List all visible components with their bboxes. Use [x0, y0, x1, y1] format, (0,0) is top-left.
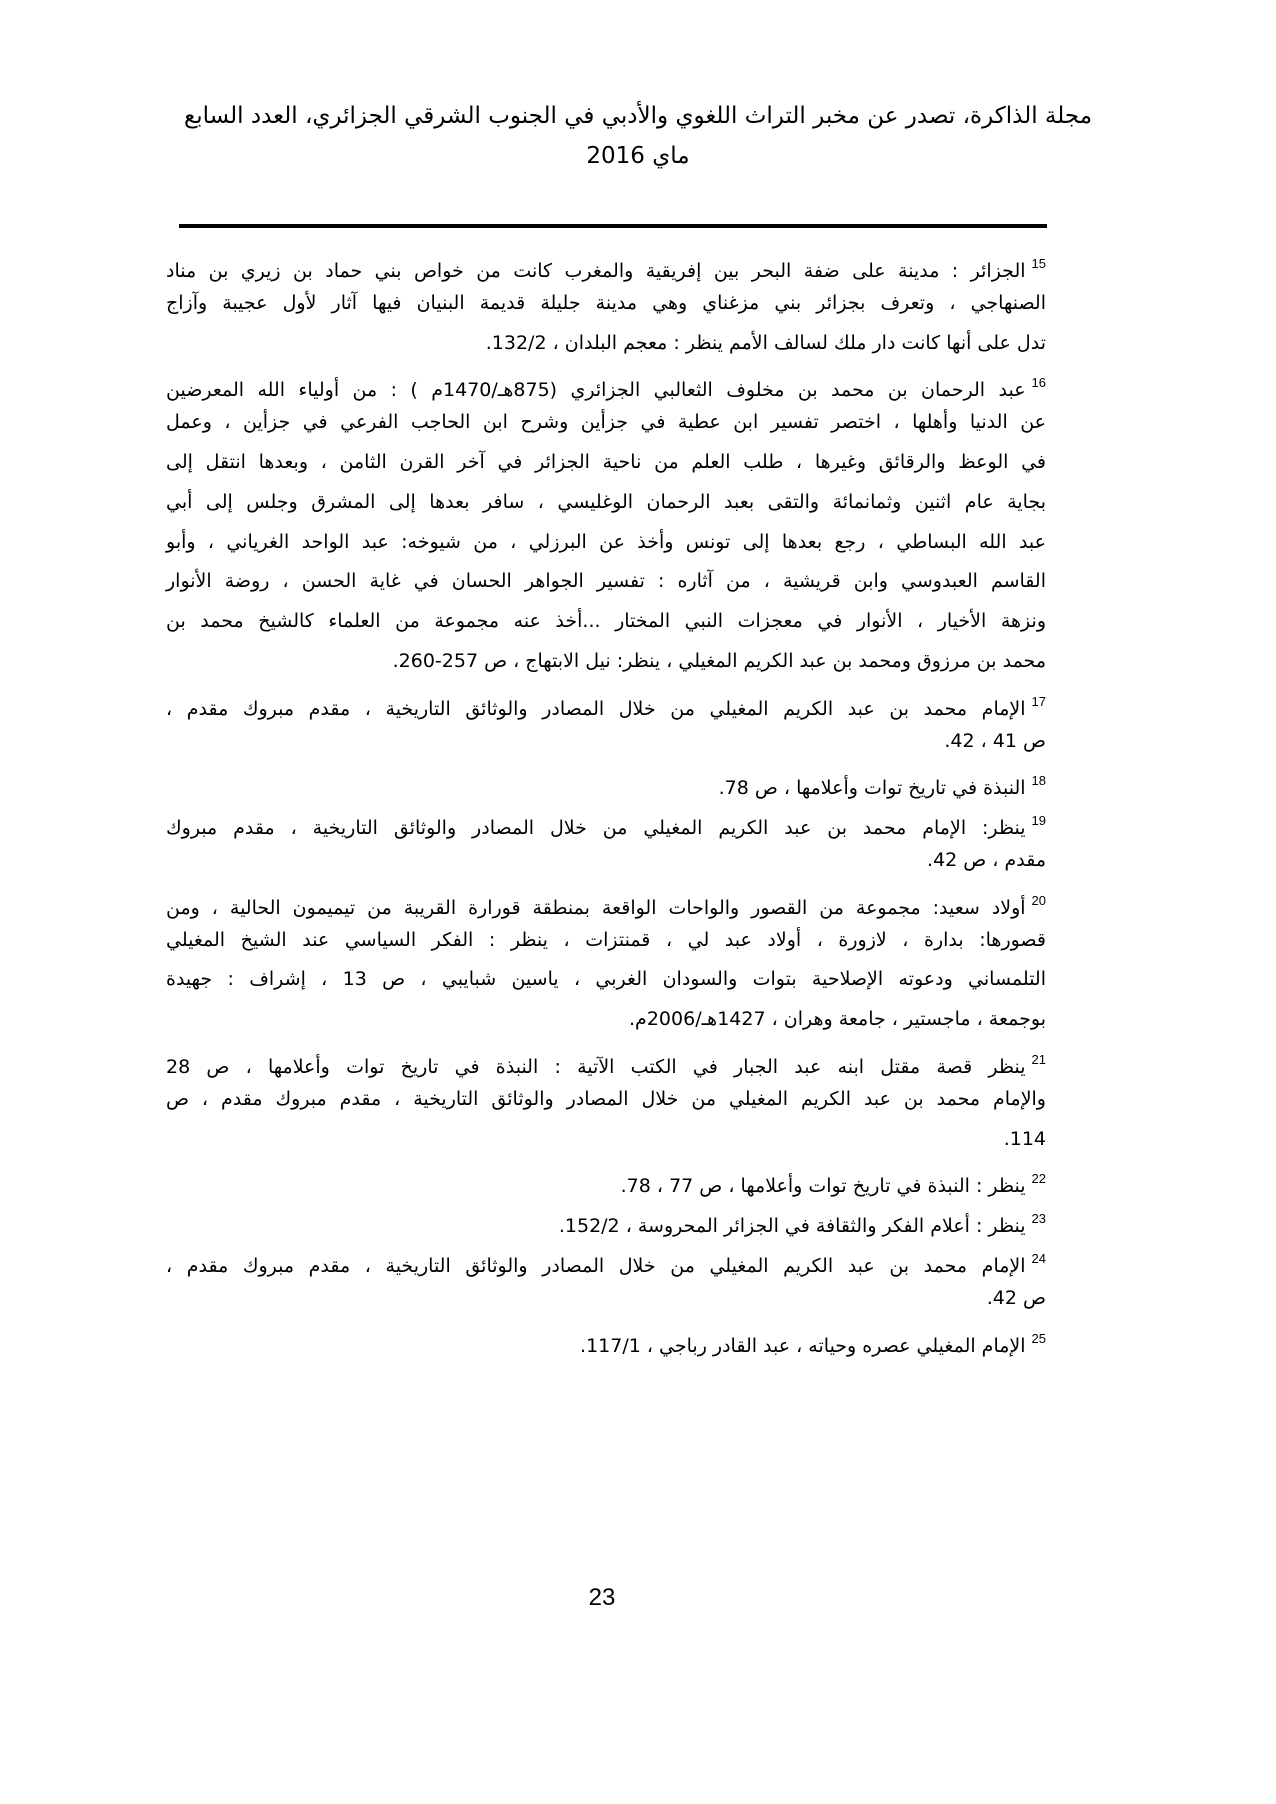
footnote-first-line: [166, 801, 1046, 841]
footnote-first-line: [166, 761, 1046, 801]
footnote-text: ص 41 ، 42.: [944, 729, 1046, 752]
footnote-line: [166, 960, 1046, 1000]
footnote-number: 19: [1031, 813, 1046, 829]
journal-header: [150, 96, 1126, 176]
footnote-text: الصنهاجي ، وتعرف بجزائر بني مزغناي وهي مدينة جليلة قديمة البنيان فيها آثار لأول عجيبة وآزاج: [166, 291, 1046, 314]
footnote-line: [166, 562, 1046, 602]
issue-date: ماي 2016: [586, 143, 690, 169]
footnote-text: أولاد سعيد: مجموعة من القصور والواحات الواقعة بمنطقة قورارة القريبة من تيميمون الحالية ، ومن: [166, 896, 1026, 919]
footnote-line: [166, 602, 1046, 642]
footnote-line: [166, 921, 1046, 961]
footnote-text: ينظر قصة مقتل ابنه عبد الجبار في الكتب الآتية : النبذة في تاريخ توات وأعلامها ، ص 28: [166, 1055, 1026, 1078]
footnote-first-line: [166, 1040, 1046, 1080]
footnote-text: عبد الله البساطي ، رجع بعدها إلى تونس وأخذ عن البرزلي ، من شيوخه: عبد الواحد الغرياني ، وأبو: [166, 530, 1046, 553]
header-divider: [179, 224, 1047, 228]
footnote-text: محمد بن مرزوق ومحمد بن عبد الكريم المغيلي ، ينظر: نيل الابتهاج ، ص 257-260.: [392, 649, 1046, 672]
footnote-first-line: [166, 1239, 1046, 1279]
footnote-text: ص 42.: [986, 1286, 1046, 1309]
footnote-number: 16: [1031, 375, 1047, 391]
footnote-number: 21: [1031, 1051, 1046, 1067]
footnote-text: 114.: [1003, 1127, 1046, 1150]
footnote-text: ينظر : أعلام الفكر والثقافة في الجزائر المحروسة ، 152/2.: [558, 1215, 1026, 1238]
footnote-first-line: [166, 244, 1046, 284]
footnote-line: [166, 1279, 1046, 1319]
footnote-number: 25: [1031, 1330, 1046, 1346]
footnote-line: [166, 483, 1046, 523]
footnote-first-line: [166, 881, 1046, 921]
footnote-text: ونزهة الأخيار ، الأنوار في معجزات النبي المختار ...أخذ عنه مجموعة من العلماء كالشيخ محمد بن: [166, 610, 1046, 633]
footnotes: [166, 244, 1046, 1358]
footnote-first-line: [166, 682, 1046, 722]
footnote-text: بوجمعة ، ماجستير ، جامعة وهران ، 1427هـ/2006م.: [629, 1008, 1046, 1031]
footnote-line: [166, 642, 1046, 682]
footnote-text: قصورها: بدارة ، لازورة ، أولاد عبد لي ، قمنتزات ، ينظر : الفكر السياسي عند الشيخ المغيلي: [166, 928, 1046, 951]
page-number: 23: [588, 1584, 616, 1611]
footnote-text: الإمام محمد بن عبد الكريم المغيلي من خلال المصادر والوثائق التاريخية ، مقدم مبروك مقدم ،: [166, 1254, 1026, 1277]
footnote-text: التلمساني ودعوته الإصلاحية بتوات والسودان الغربي ، ياسين شبايبي ، ص 13 ، إشراف : جهيدة: [166, 968, 1046, 991]
footnote-line: [166, 443, 1046, 483]
footnote-text: عن الدنيا وأهلها ، اختصر تفسير ابن عطية في جزأين وشرح ابن الحاجب الفرعي في جزأين ، وعمل: [166, 411, 1046, 434]
footnote-number: 22: [1031, 1171, 1046, 1187]
footnote-line: [166, 1000, 1046, 1040]
footnote-first-line: [166, 363, 1046, 403]
footnote-text: عبد الرحمان بن محمد بن مخلوف الثعالبي الجزائري (875هـ/1470م ) : من أولياء الله المعرضين: [166, 379, 1026, 402]
footnote-text: تدل على أنها كانت دار ملك لسالف الأمم ينظر : معجم البلدان ، 132/2.: [485, 331, 1046, 354]
footnote-text: في الوعظ والرقائق وغيرها ، طلب العلم من ناحية الجزائر في آخر القرن الثامن ، وبعدها انتقل إلى: [166, 450, 1046, 473]
footnote-text: مقدم ، ص 42.: [927, 848, 1046, 871]
footnote-text: الإمام محمد بن عبد الكريم المغيلي من خلال المصادر والوثائق التاريخية ، مقدم مبروك مقدم ،: [166, 697, 1026, 720]
journal-title: مجلة الذاكرة، تصدر عن مخبر التراث اللغوي والأدبي في الجنوب الشرقي الجزائري، العدد السابع: [183, 103, 1093, 129]
footnote-text: ينظر: الإمام محمد بن عبد الكريم المغيلي من خلال المصادر والوثائق التاريخية ، مقدم مبروك: [166, 817, 1026, 840]
footnote-number: 20: [1031, 892, 1046, 908]
footnote-text: والإمام محمد بن عبد الكريم المغيلي من خلال المصادر والوثائق التاريخية ، مقدم مبروك مقدم ، ص: [166, 1087, 1046, 1110]
footnote-text: النبذة في تاريخ توات وأعلامها ، ص 78.: [718, 777, 1026, 800]
footnote-text: بجاية عام اثنين وثمانمائة والتقى بعبد الرحمان الوغليسي ، سافر بعدها إلى المشرق وجلس إلى أبي: [166, 490, 1046, 513]
footnote-text: الإمام المغيلي عصره وحياته ، عبد القادر رباجي ، 117/1.: [580, 1334, 1026, 1357]
footnote-line: [166, 1080, 1046, 1120]
footnote-line: [166, 403, 1046, 443]
footnote-text: القاسم العبدوسي وابن قريشية ، من آثاره : تفسير الجواهر الحسان في غاية الحسن ، روضة الأنوار: [166, 570, 1046, 593]
footnote-number: 15: [1031, 256, 1046, 271]
footnote-line: [166, 841, 1046, 881]
footnote-number: 23: [1031, 1211, 1046, 1227]
footnote-line: [166, 722, 1046, 762]
footnote-text: الجزائر : مدينة على ضفة البحر بين إفريقية والمغرب كانت من خواص بني حماد بن زيري بن مناد: [166, 260, 1026, 282]
footnote-first-line: [166, 1159, 1046, 1199]
footnote-number: 18: [1031, 773, 1046, 789]
footnote-line: [166, 1120, 1046, 1160]
footnote-number: 24: [1031, 1250, 1046, 1266]
footnote-line: [166, 324, 1046, 364]
footnote-text: ينظر : النبذة في تاريخ توات وأعلامها ، ص 77 ، 78.: [620, 1175, 1026, 1198]
footnote-first-line: [166, 1319, 1046, 1359]
footnote-line: [166, 523, 1046, 563]
footnote-number: 17: [1031, 693, 1046, 709]
footnote-first-line: [166, 1199, 1046, 1239]
footnote-line: [166, 284, 1046, 324]
